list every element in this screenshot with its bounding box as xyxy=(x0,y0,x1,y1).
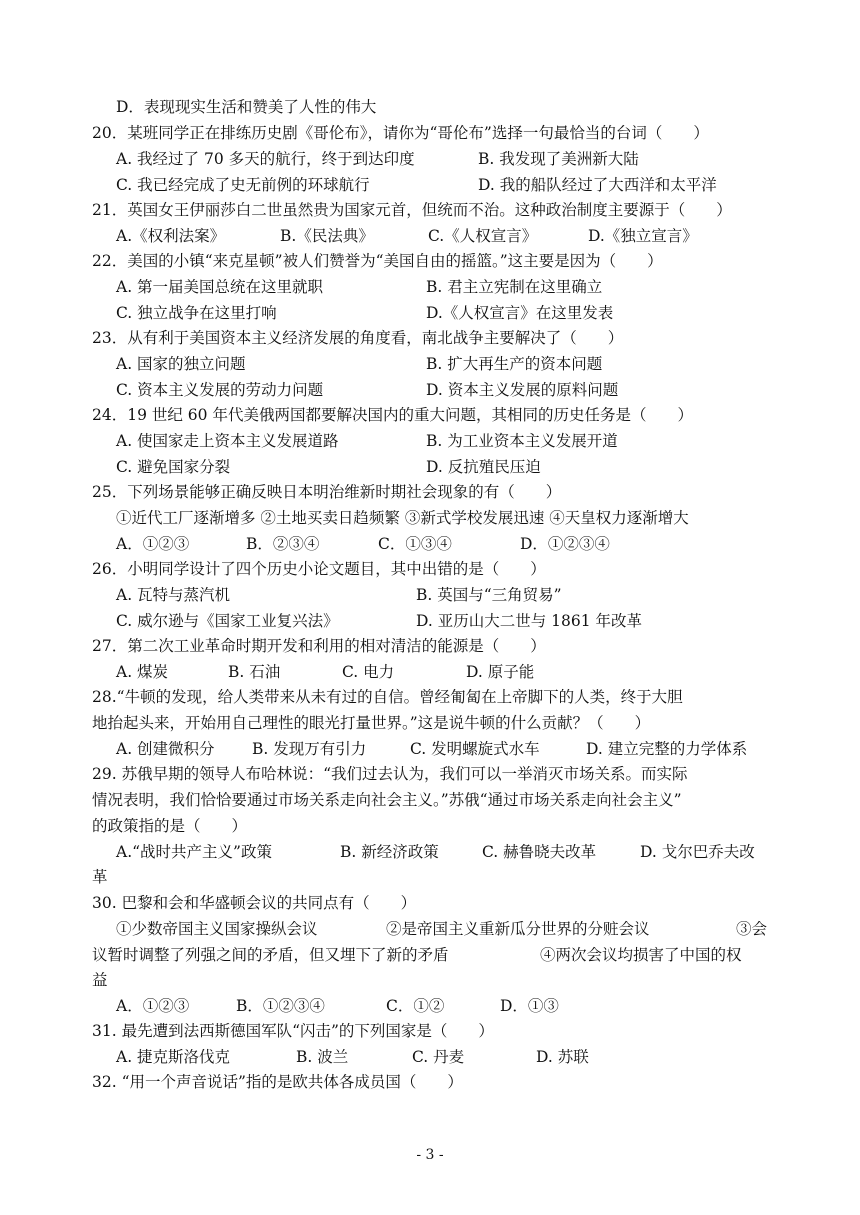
q29-option-d: D. 戈尔巴乔夫改 xyxy=(640,843,755,861)
q25-option-d: D．①②③④ xyxy=(520,535,610,553)
q27-option-a: A. 煤炭 xyxy=(116,663,169,681)
q25-option-b: B．②③④ xyxy=(246,535,320,553)
q30-item-1: ①少数帝国主义国家操纵会议 xyxy=(116,920,318,938)
q26-stem: 26．小明同学设计了四个历史小论文题目，其中出错的是（ ） xyxy=(92,560,546,578)
q30-option-c: C．①② xyxy=(386,997,445,1015)
q29-stem-line2: 情况表明，我们恰恰要通过市场关系走向社会主义。”苏俄“通过市场关系走向社会主义” xyxy=(92,791,682,809)
q31-option-d: D. 苏联 xyxy=(536,1048,589,1066)
q21-option-b: B.《民法典》 xyxy=(280,227,374,245)
q25-stem: 25．下列场景能够正确反映日本明治维新时期社会现象的有（ ） xyxy=(92,483,562,501)
q25-items: ①近代工厂逐渐增多 ②土地买卖日趋频繁 ③新式学校发展迅速 ④天皇权力逐渐增大 xyxy=(116,509,689,527)
q30-stem: 30. 巴黎和会和华盛顿会议的共同点有（ ） xyxy=(92,894,417,912)
q28-option-b: B. 发现万有引力 xyxy=(252,740,367,758)
q28-stem-line2: 地抬起头来，开始用自己理性的眼光打量世界。”这是说牛顿的什么贡献？（ ） xyxy=(92,714,651,732)
q22-stem: 22．美国的小镇“来克星顿”被人们赞誉为“美国自由的摇篮。”这主要是因为（ ） xyxy=(92,252,663,270)
q23-option-d: D. 资本主义发展的原料问题 xyxy=(426,381,619,399)
q26-option-c: C. 威尔逊与《国家工业复兴法》 xyxy=(116,612,339,630)
q30-option-a: A．①②③ xyxy=(116,997,190,1015)
q23-option-c: C. 资本主义发展的劳动力问题 xyxy=(116,381,324,399)
q26-option-d: D. 亚历山大二世与 1861 年改革 xyxy=(416,612,643,630)
q29-option-d-wrap: 革 xyxy=(92,868,108,886)
q27-option-c: C. 电力 xyxy=(342,663,395,681)
q30-item-4-wrap: 益 xyxy=(92,971,108,989)
q24-option-b: B. 为工业资本主义发展开道 xyxy=(426,432,618,450)
q29-stem-line1: 29. 苏俄早期的领导人布哈林说：“我们过去认为，我们可以一举消灭市场关系。而实际 xyxy=(92,765,688,783)
q32-stem: 32. “用一个声音说话”指的是欧共体各成员国（ ） xyxy=(92,1073,463,1091)
q22-option-a: A. 第一届美国总统在这里就职 xyxy=(116,278,324,296)
q30-item-3-wrap: 议暂时调整了列强之间的矛盾，但又埋下了新的矛盾 xyxy=(92,946,449,964)
q20-option-d: D. 我的船队经过了大西洋和太平洋 xyxy=(478,176,717,194)
q30-option-d: D．①③ xyxy=(500,997,559,1015)
q22-option-d: D.《人权宣言》在这里发表 xyxy=(426,304,614,322)
q25-option-c: C．①③④ xyxy=(378,535,452,553)
q28-option-c: C. 发明螺旋式水车 xyxy=(410,740,540,758)
q30-item-2: ②是帝国主义重新瓜分世界的分赃会议 xyxy=(386,920,650,938)
q26-option-b: B. 英国与“三角贸易” xyxy=(416,586,562,604)
q21-option-a: A.《权利法案》 xyxy=(116,227,226,245)
q23-option-a: A. 国家的独立问题 xyxy=(116,355,246,373)
q19-option-d: D．表现现实生活和赞美了人性的伟大 xyxy=(116,98,377,116)
q30-item-4: ④两次会议均损害了中国的权 xyxy=(540,946,742,964)
q31-option-b: B. 波兰 xyxy=(296,1048,349,1066)
q30-item-3: ③会 xyxy=(736,920,768,938)
q23-stem: 23．从有利于美国资本主义经济发展的角度看，南北战争主要解决了（ ） xyxy=(92,329,624,347)
q30-option-b: B．①②③④ xyxy=(236,997,325,1015)
q24-option-c: C. 避免国家分裂 xyxy=(116,458,231,476)
q20-stem: 20．某班同学正在排练历史剧《哥伦布》，请你为“哥伦布”选择一句最恰当的台词（ ） xyxy=(92,124,709,142)
q29-option-b: B. 新经济政策 xyxy=(340,843,439,861)
q20-option-b: B. 我发现了美洲新大陆 xyxy=(478,150,639,168)
q27-stem: 27．第二次工业革命时期开发和利用的相对清洁的能源是（ ） xyxy=(92,637,546,655)
q31-stem: 31. 最先遭到法西斯德国军队“闪击”的下列国家是（ ） xyxy=(92,1022,494,1040)
q24-stem: 24．19 世纪 60 年代美俄两国都要解决国内的重大问题，其相同的历史任务是（ ） xyxy=(92,406,693,424)
q28-stem-line1: 28.“牛顿的发现，给人类带来从未有过的自信。曾经匍匐在上帝脚下的人类，终于大胆 xyxy=(92,688,683,706)
q27-option-b: B. 石油 xyxy=(228,663,281,681)
q28-option-d: D. 建立完整的力学体系 xyxy=(586,740,748,758)
q22-option-c: C. 独立战争在这里打响 xyxy=(116,304,277,322)
q21-stem: 21．英国女王伊丽莎白二世虽然贵为国家元首，但统而不治。这种政治制度主要源于（ ） xyxy=(92,201,732,219)
q29-stem-line3: 的政策指的是（ ） xyxy=(92,817,248,835)
q31-option-c: C. 丹麦 xyxy=(412,1048,465,1066)
q25-option-a: A．①②③ xyxy=(116,535,190,553)
q21-option-d: D.《独立宣言》 xyxy=(588,227,698,245)
q29-option-a: A.“战时共产主义”政策 xyxy=(116,843,272,861)
page-number: - 3 - xyxy=(416,1147,444,1163)
q28-option-a: A. 创建微积分 xyxy=(116,740,215,758)
q26-option-a: A. 瓦特与蒸汽机 xyxy=(116,586,231,604)
q23-option-b: B. 扩大再生产的资本问题 xyxy=(426,355,603,373)
q21-option-c: C.《人权宣言》 xyxy=(428,227,538,245)
q24-option-a: A. 使国家走上资本主义发展道路 xyxy=(116,432,339,450)
q31-option-a: A. 捷克斯洛伐克 xyxy=(116,1048,231,1066)
q20-option-a: A. 我经过了 70 多天的航行，终于到达印度 xyxy=(116,150,415,168)
q20-option-c: C. 我已经完成了史无前例的环球航行 xyxy=(116,176,370,194)
q29-option-c: C. 赫鲁晓夫改革 xyxy=(482,843,597,861)
q24-option-d: D. 反抗殖民压迫 xyxy=(426,458,541,476)
q27-option-d: D. 原子能 xyxy=(466,663,535,681)
q22-option-b: B. 君主立宪制在这里确立 xyxy=(426,278,603,296)
